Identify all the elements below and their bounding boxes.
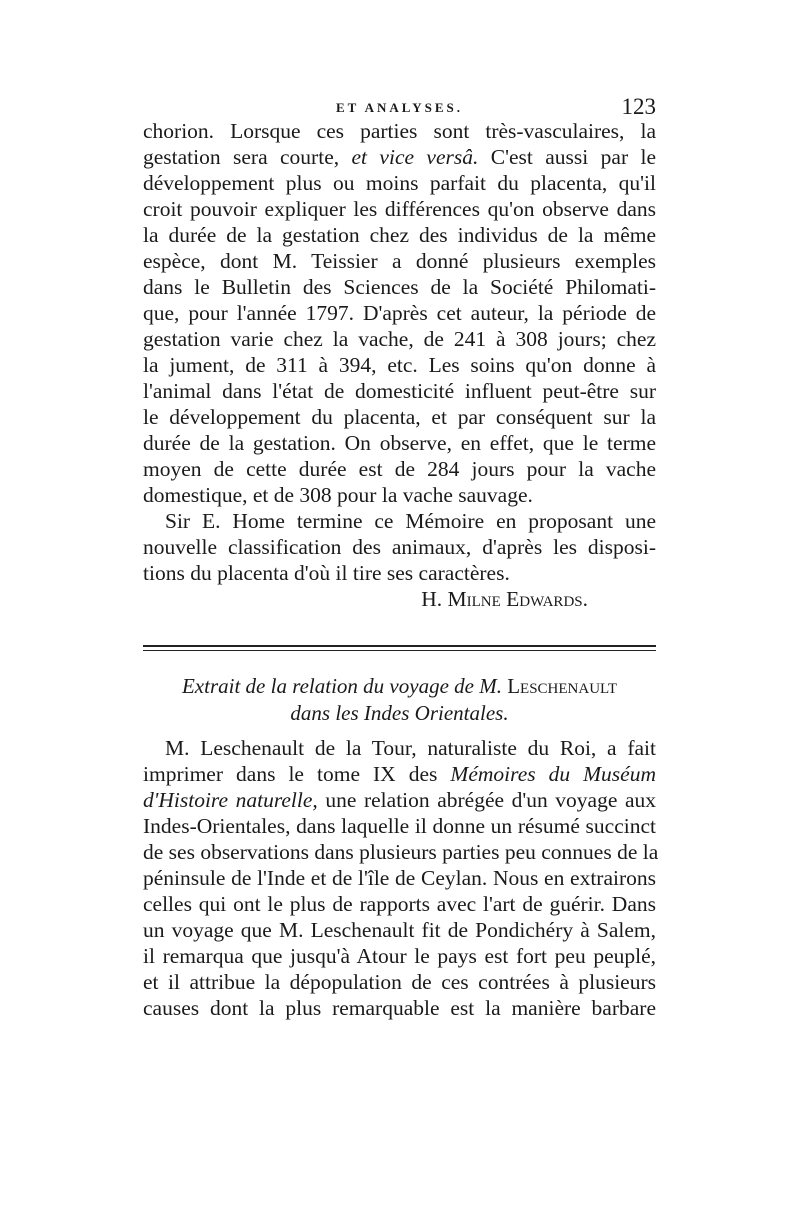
text-line: que, pour l'année 1797. D'après cet auteur, la période de xyxy=(143,301,656,325)
text-line: moyen de cette durée est de 284 jours pour la vache xyxy=(143,457,656,481)
text-line: développement plus ou moins parfait du placenta, qu'il xyxy=(143,171,656,195)
text-block-continued xyxy=(143,118,656,612)
text-line: durée de la gestation. On observe, en effet, que le terme xyxy=(143,431,656,455)
text-line: domestique, et de 308 pour la vache sauvage. xyxy=(143,483,533,507)
text-line: tions du placenta d'où il tire ses caractères. xyxy=(143,561,510,585)
text-line: la durée de la gestation chez des individus de la même xyxy=(143,223,656,247)
text-line: imprimer dans le tome IX des Mémoires du Muséum xyxy=(143,762,656,786)
divider-thin xyxy=(143,650,656,651)
text-line: de ses observations dans plusieurs parties peu connues de la xyxy=(143,840,659,864)
text-line: gestation varie chez la vache, de 241 à 308 jours; chez xyxy=(143,327,656,351)
running-head: ET ANALYSES. xyxy=(335,100,464,115)
title-line: Extrait de la relation du voyage de M. Leschenault xyxy=(181,674,617,698)
text-line: Indes-Orientales, dans laquelle il donne un résumé succinct xyxy=(143,814,656,838)
italic-title: d'Histoire naturelle, xyxy=(143,788,318,812)
section-divider xyxy=(143,645,656,651)
divider-thick xyxy=(143,645,656,647)
italic-phrase: et vice versâ. xyxy=(351,145,479,169)
text-line: dans le Bulletin des Sciences de la Société Philomati- xyxy=(143,275,656,299)
text-line: croit pouvoir expliquer les différences qu'on observe dans xyxy=(143,197,656,221)
text-line: d'Histoire naturelle, une relation abrégée d'un voyage aux xyxy=(143,788,656,812)
author-name: Leschenault xyxy=(507,674,617,698)
author-signature: H. Milne Edwards. xyxy=(421,587,588,611)
text-line: celles qui ont le plus de rapports avec l'art de guérir. Dans xyxy=(143,892,656,916)
text-line: causes dont la plus remarquable est la manière barbare xyxy=(143,996,656,1020)
text-line: gestation sera courte, et vice versâ. C'est aussi par le xyxy=(143,145,657,169)
text-line: chorion. Lorsque ces parties sont très-vasculaires, la xyxy=(143,119,656,143)
article-title xyxy=(143,673,656,727)
title-line: dans les Indes Orientales. xyxy=(290,701,509,725)
text-line: et il attribue la dépopulation de ces contrées à plusieurs xyxy=(143,970,656,994)
text-line: Sir E. Home termine ce Mémoire en proposant une xyxy=(165,509,656,533)
text-line: espèce, dont M. Teissier a donné plusieurs exemples xyxy=(143,249,656,273)
text-line: un voyage que M. Leschenault fit de Pondichéry à Salem, xyxy=(143,918,656,942)
text-line: il remarqua que jusqu'à Atour le pays est fort peu peuplé, xyxy=(143,944,656,968)
italic-title: Mémoires du Muséum xyxy=(450,762,656,786)
text-line: M. Leschenault de la Tour, naturaliste du Roi, a fait xyxy=(165,736,656,760)
text-line: nouvelle classification des animaux, d'après les disposi- xyxy=(143,535,656,559)
text-line: la jument, de 311 à 394, etc. Les soins qu'on donne à xyxy=(143,353,656,377)
page-number: 123 xyxy=(621,94,656,119)
text-line: péninsule de l'Inde et de l'île de Ceylan. Nous en extrairons xyxy=(143,866,656,890)
article-body xyxy=(143,735,659,1021)
text-line: le développement du placenta, et par conséquent sur la xyxy=(143,405,656,429)
text-line: l'animal dans l'état de domesticité influent peut-être sur xyxy=(143,379,656,403)
